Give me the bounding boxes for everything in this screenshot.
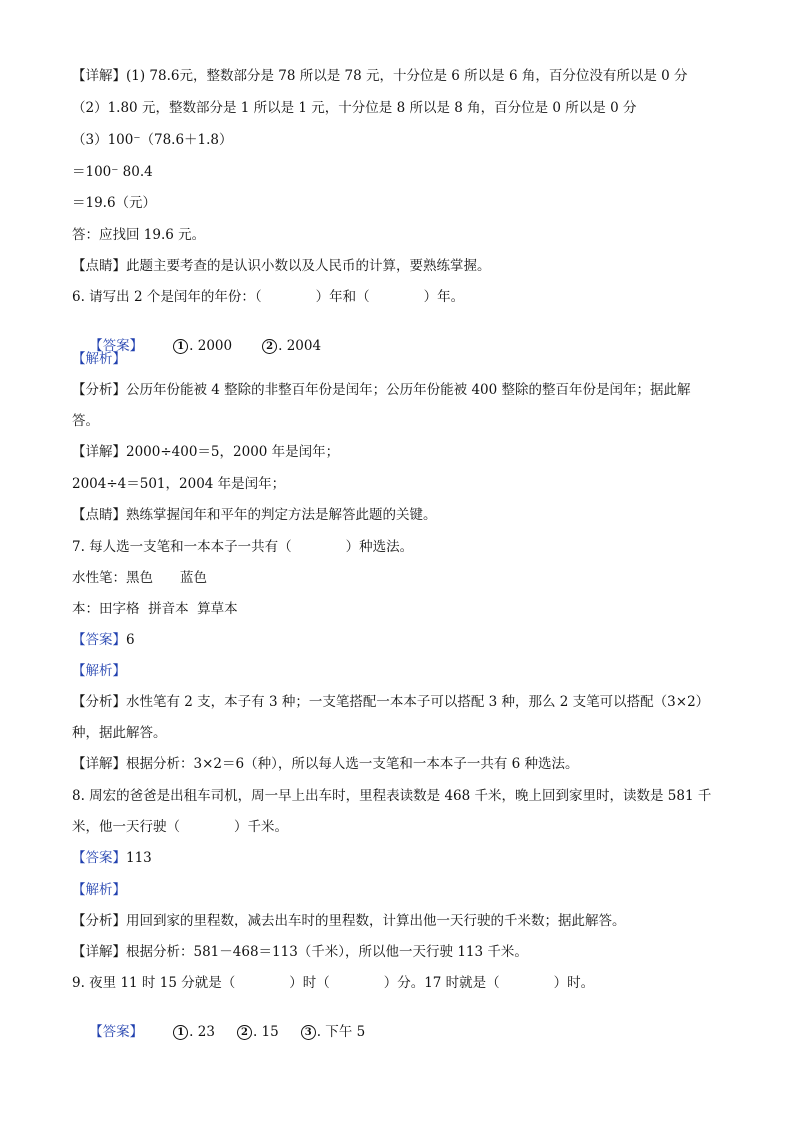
text-line: 【分析】用回到家的里程数，减去出车时的里程数，计算出他一天行驶的千米数；据此解答。	[72, 913, 626, 929]
question-8: 8. 周宏的爸爸是出租车司机，周一早上出车时，里程表读数是 468 千米，晚上回到家里时，读数是 581 千	[72, 788, 712, 804]
text-line: 答：应找回 19.6 元。	[72, 227, 206, 243]
text-line	[72, 881, 126, 899]
answer-option: . 下午 5	[316, 1024, 366, 1040]
answer-option: . 15	[252, 1024, 279, 1040]
text-line: 【点睛】熟练掌握闰年和平年的判定方法是解答此题的关键。	[72, 507, 437, 523]
answer-label: 【解析】	[72, 351, 126, 367]
text-line: （2）1.80 元，整数部分是 1 所以是 1 元，十分位是 8 所以是 8 角，百分位是 0 所以是 0 分	[72, 100, 637, 116]
text-line: 【详解】根据分析：3×2＝6（种），所以每人选一支笔和一本本子一共有 6 种选法。	[72, 756, 579, 772]
answer-option: . 2000	[189, 338, 233, 354]
q8-answer	[72, 849, 152, 867]
text-line	[72, 662, 126, 680]
text-line	[72, 350, 126, 368]
question-7: 7. 每人选一支笔和一本本子一共有（ ）种选法。	[72, 539, 414, 555]
circled-number-icon: 3	[301, 1025, 316, 1040]
text-line: 【分析】公历年份能被 4 整除的非整百年份是闰年；公历年份能被 400 整除的整百年份是闰年；据此解	[72, 382, 691, 398]
text-line: 【点睛】此题主要考查的是认识小数以及人民币的计算，要熟练掌握。	[72, 258, 491, 274]
text-line: 答。	[72, 413, 99, 429]
answer-value: 6	[126, 632, 135, 648]
question-6: 6. 请写出 2 个是闰年的年份：（ ）年和（ ）年。	[72, 289, 465, 305]
answer-option: . 2004	[278, 338, 322, 354]
q9-answer	[72, 1005, 365, 1059]
answer-label: 【答案】	[89, 338, 144, 354]
text-line: 2004÷4＝501，2004 年是闰年；	[72, 476, 286, 492]
circled-number-icon: 2	[262, 339, 277, 354]
text-line: 【分析】水性笔有 2 支，本子有 3 种；一支笔搭配一本本子可以搭配 3 种，那么 2 支笔可以搭配（3×2）	[72, 694, 710, 710]
answer-option: . 23	[189, 1024, 215, 1040]
answer-label: 【答案】	[72, 850, 126, 866]
text-line: 种，据此解答。	[72, 725, 167, 741]
text-line: （3）100⁻（78.6＋1.8）	[72, 132, 233, 148]
text-line: 【详解】根据分析：581－468＝113（千米），所以他一天行驶 113 千米。	[72, 944, 528, 960]
circled-number-icon: 2	[237, 1025, 252, 1040]
text-line: 本：田字格 拼音本 算草本	[72, 601, 238, 617]
answer-value: 113	[126, 850, 152, 866]
answer-label: 【解析】	[72, 663, 126, 679]
circled-number-icon: 1	[173, 1025, 188, 1040]
circled-number-icon: 1	[173, 339, 188, 354]
text-line: 水性笔：黑色 蓝色	[72, 570, 207, 586]
text-line: ＝100⁻ 80.4	[72, 164, 153, 180]
answer-label: 【答案】	[89, 1024, 144, 1040]
answer-label: 【答案】	[72, 632, 126, 648]
answer-label: 【解析】	[72, 882, 126, 898]
question-9: 9. 夜里 11 时 15 分就是（ ）时（ ）分。17 时就是（ ）时。	[72, 975, 595, 991]
text-line: ＝19.6（元）	[72, 195, 157, 211]
text-line: 【详解】(1) 78.6元，整数部分是 78 所以是 78 元，十分位是 6 所以是 6 角，百分位没有所以是 0 分	[72, 68, 688, 84]
q7-answer	[72, 631, 135, 649]
text-line: 米，他一天行驶（ ）千米。	[72, 819, 288, 835]
text-line: 【详解】2000÷400＝5，2000 年是闰年；	[72, 444, 340, 460]
